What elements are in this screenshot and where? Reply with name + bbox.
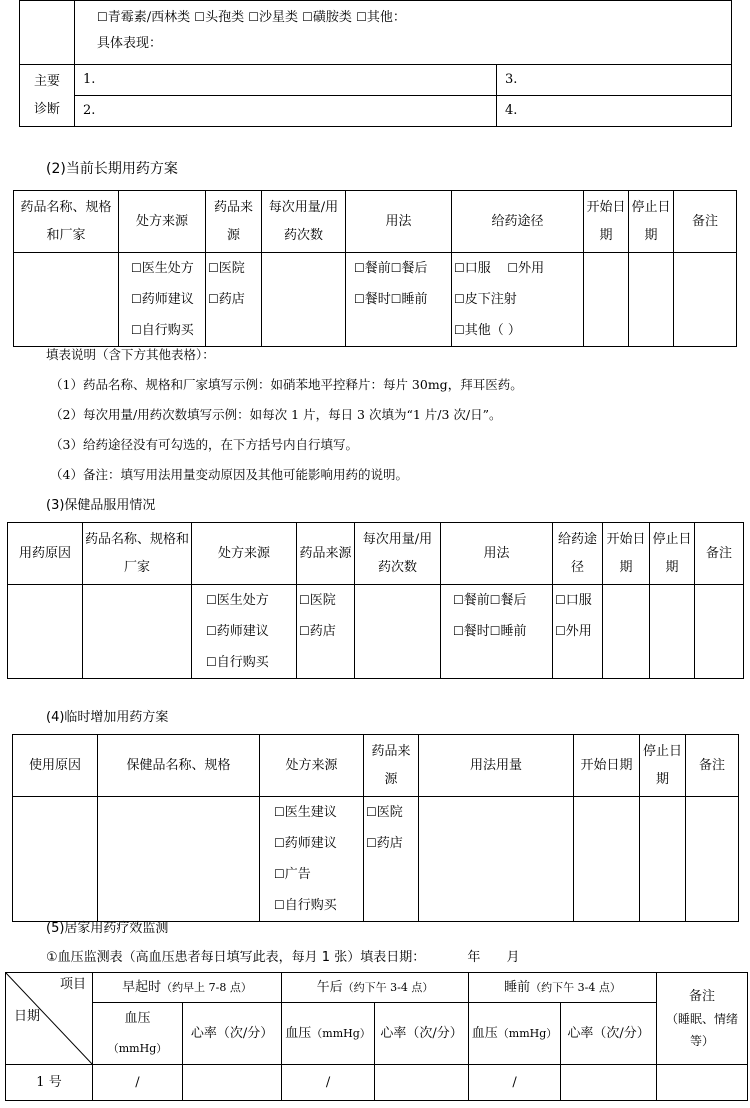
drug-source-cell [206,253,262,347]
route-option[interactable]: ☐ 皮下注射 [454,284,581,315]
period-afternoon: 午后（约下午 3-4 点） [282,973,469,1003]
col-route: 给药途径 [553,523,603,585]
rx-option[interactable]: ☐ 自行购买 [206,647,294,678]
blank-cell [20,1,75,65]
source-option[interactable]: ☐ 医院 [366,797,416,828]
usage-cell [346,253,452,347]
hr-header: 心率（次/分） [183,1003,282,1065]
col-dosage: 每次用量/用药次数 [262,191,346,253]
start-date-field[interactable] [603,585,650,679]
source-option[interactable]: ☐ 医院 [208,253,259,284]
allergy-option[interactable]: ☐ 青霉素/西林类 [97,10,190,25]
rx-option[interactable]: ☐ 药师建议 [274,828,361,859]
diagnosis-field-4[interactable]: 4. [497,96,732,127]
rx-option[interactable]: ☐ 医生处方 [206,585,294,616]
remark-field[interactable] [695,585,744,679]
hr-field[interactable] [561,1065,657,1101]
section-3-title: (3)保健品服用情况 [46,498,156,513]
allergy-option[interactable]: ☐ 头孢类 [194,10,244,25]
col-stop-date: 停止日期 [650,523,695,585]
usage-option[interactable]: ☐ 睡前 [490,624,527,639]
col-drug-name: 药品名称、规格和厂家 [83,523,192,585]
temporary-medication-table [12,734,739,922]
rx-option[interactable]: ☐ 自行购买 [131,315,203,346]
rx-source-cell [119,253,206,347]
route-cell [553,585,603,679]
usage-option[interactable]: ☐ 餐时 [354,292,391,307]
rx-source-cell [192,585,297,679]
supplement-table [7,522,744,679]
col-rx-source: 处方来源 [260,735,364,797]
usage-option[interactable]: ☐ 睡前 [391,292,428,307]
route-cell [452,253,584,347]
usage-option[interactable]: ☐ 餐后 [391,261,428,276]
rx-option[interactable]: ☐ 广告 [274,859,361,890]
day-label: 1 号 [6,1065,93,1101]
col-remark: 备注 [674,191,737,253]
col-supplement-name: 保健品名称、规格 [98,735,260,797]
allergy-diagnosis-table [19,0,732,127]
drug-name-field[interactable] [83,585,192,679]
route-option[interactable]: ☐ 外用 [555,616,600,647]
section-5-title: (5)居家用药疗效监测 [46,921,169,936]
col-route: 给药途径 [452,191,584,253]
drug-source-cell [364,797,419,922]
diagnosis-field-2[interactable]: 2. [75,96,497,127]
drug-name-field[interactable] [14,253,119,347]
period-morning: 早起时（约早上 7-8 点） [93,973,282,1003]
remark-field[interactable] [686,797,739,922]
col-start-date: 开始日期 [574,735,640,797]
col-stop-date: 停止日期 [640,735,686,797]
col-start-date: 开始日期 [603,523,650,585]
section-2-title: (2)当前长期用药方案 [46,161,178,177]
rx-option[interactable]: ☐ 药师建议 [206,616,294,647]
corner-item-label: 项目 [59,977,86,992]
rx-option[interactable]: ☐ 医生处方 [131,253,203,284]
dosage-field[interactable] [355,585,441,679]
note-item: （1）药品名称、规格和厂家填写示例：如硝苯地平控释片：每片 30mg，拜耳医药。 [50,377,523,392]
corner-date-label: 日期 [14,1009,41,1024]
col-usage: 用法 [346,191,452,253]
bp-header: 血压（mmHg） [282,1003,375,1065]
col-drug-source: 药品来源 [297,523,355,585]
rx-option[interactable]: ☐ 自行购买 [274,890,361,921]
col-remark: 备注 [686,735,739,797]
col-usage-dosage: 用法用量 [419,735,574,797]
rx-option[interactable]: ☐ 药师建议 [131,284,203,315]
remark-header: 备注 （睡眠、情绪等） [657,973,748,1065]
source-option[interactable]: ☐ 医院 [299,585,352,616]
start-date-field[interactable] [584,253,629,347]
allergy-option[interactable]: ☐ 沙星类 [248,10,298,25]
usage-option[interactable]: ☐ 餐后 [490,593,527,608]
col-start-date: 开始日期 [584,191,629,253]
allergy-option[interactable]: ☐ 磺胺类 [302,10,352,25]
hr-header: 心率（次/分） [375,1003,469,1065]
month-label: 月 [506,950,520,965]
source-option[interactable]: ☐ 药店 [366,828,416,859]
source-option[interactable]: ☐ 药店 [299,616,352,647]
corner-cell [6,973,93,1065]
route-option[interactable]: ☐ 口服 [454,261,491,276]
bp-header: 血压（mmHg） [469,1003,561,1065]
col-drug-source: 药品来源 [206,191,262,253]
hr-header: 心率（次/分） [561,1003,657,1065]
col-reason: 用药原因 [8,523,83,585]
reason-field[interactable] [13,797,98,922]
col-drug-source: 药品来源 [364,735,419,797]
usage-option[interactable]: ☐ 餐前 [453,593,490,608]
long-term-medication-table [13,190,737,347]
usage-option[interactable]: ☐ 餐时 [453,624,490,639]
rx-source-cell [260,797,364,922]
col-reason: 使用原因 [13,735,98,797]
allergy-detail-label: 具体表现： [97,36,163,51]
col-rx-source: 处方来源 [119,191,206,253]
stop-date-field[interactable] [629,253,674,347]
bp-table-subtitle: ①血压监测表（高血压患者每日填写此表，每月 1 张）填表日期： 年 月 [46,950,520,965]
period-bedtime: 睡前（约下午 3-4 点） [469,973,657,1003]
bp-field[interactable]: / [469,1065,561,1101]
usage-cell [441,585,553,679]
source-option[interactable]: ☐ 药店 [208,284,259,315]
col-remark: 备注 [695,523,744,585]
usage-dosage-field[interactable] [419,797,574,922]
stop-date-field[interactable] [650,585,695,679]
notes-title: 填表说明（含下方其他表格）： [46,347,215,362]
note-item: （2）每次用量/用药次数填写示例：如每次 1 片，每日 3 次填为“1 片/3 次/日”。 [50,407,502,422]
col-stop-date: 停止日期 [629,191,674,253]
diagnosis-field-3[interactable]: 3. [497,65,732,96]
hr-field[interactable] [375,1065,469,1101]
route-option[interactable]: ☐ 口服 [555,585,600,616]
bp-monitor-table [5,972,748,1101]
rx-option[interactable]: ☐ 医生建议 [274,797,361,828]
diagnosis-label: 主要 诊断 [20,65,75,127]
section-4-title: (4)临时增加用药方案 [46,710,169,725]
route-option[interactable]: ☐ 外用 [507,261,544,276]
remark-field[interactable] [674,253,737,347]
allergy-cell [75,1,732,65]
drug-source-cell [297,585,355,679]
note-item: （4）备注：填写用法用量变动原因及其他可能影响用药的说明。 [50,467,408,482]
bp-field[interactable]: / [282,1065,375,1101]
dosage-field[interactable] [262,253,346,347]
col-rx-source: 处方来源 [192,523,297,585]
diagnosis-field-1[interactable]: 1. [75,65,497,96]
col-drug-name: 药品名称、规格和厂家 [14,191,119,253]
note-item: （3）给药途径没有可勾选的，在下方括号内自行填写。 [50,437,358,452]
col-dosage: 每次用量/用药次数 [355,523,441,585]
bp-field[interactable]: / [93,1065,183,1101]
start-date-field[interactable] [574,797,640,922]
stop-date-field[interactable] [640,797,686,922]
bp-header: 血压（mmHg） [93,1003,183,1065]
col-usage: 用法 [441,523,553,585]
route-option[interactable]: ☐ 其他（ ） [454,315,581,346]
supplement-name-field[interactable] [98,797,260,922]
usage-option[interactable]: ☐ 餐前 [354,261,391,276]
hr-field[interactable] [183,1065,282,1101]
allergy-option[interactable]: ☐ 其他： [356,10,406,25]
reason-field[interactable] [8,585,83,679]
year-label: 年 [467,950,481,965]
remark-field[interactable] [657,1065,748,1101]
